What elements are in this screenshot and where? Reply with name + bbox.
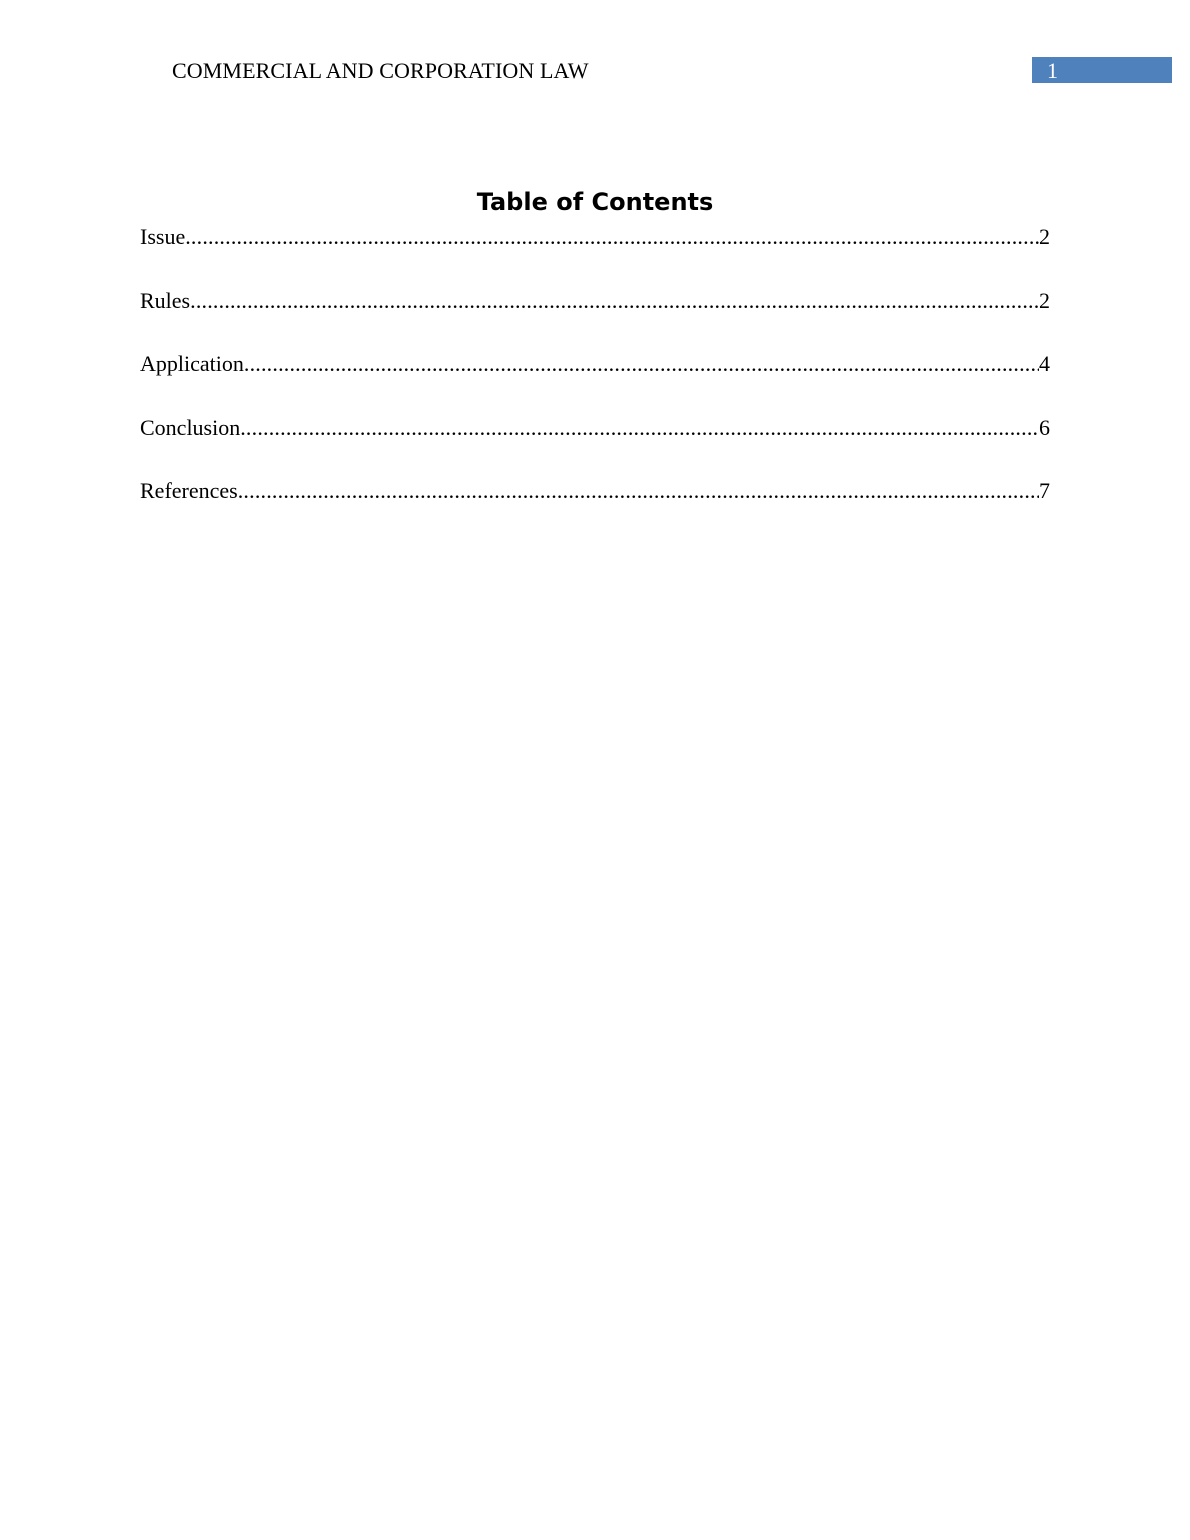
running-header-title: COMMERCIAL AND CORPORATION LAW <box>172 58 589 83</box>
toc-entry-conclusion[interactable] <box>140 414 1050 478</box>
toc-entry-rules[interactable] <box>140 287 1050 351</box>
toc-entry-references[interactable] <box>140 477 1050 541</box>
toc-entry-application[interactable] <box>140 350 1050 414</box>
toc-entry-label: Application <box>140 351 244 376</box>
toc-entry-label: References <box>140 478 238 503</box>
toc-dot-leader <box>190 287 1039 315</box>
table-of-contents <box>140 223 1050 541</box>
toc-entry-label: Rules <box>140 287 191 313</box>
toc-entry-label: Issue <box>140 224 186 249</box>
toc-title: Table of Contents <box>476 188 714 216</box>
toc-entry-issue[interactable] <box>140 223 1050 287</box>
toc-entry-page: 2 <box>1039 224 1050 249</box>
toc-entry-page: 6 <box>1039 414 1050 440</box>
toc-entry-page: 7 <box>1039 478 1050 503</box>
toc-dot-leader <box>185 223 1039 251</box>
toc-dot-leader <box>240 414 1039 442</box>
page-number-badge <box>1032 57 1172 83</box>
toc-entry-page: 4 <box>1039 351 1050 376</box>
page-number: 1 <box>1047 58 1058 83</box>
toc-entry-label: Conclusion <box>140 414 241 440</box>
toc-entry-page: 2 <box>1039 287 1050 313</box>
toc-dot-leader <box>244 350 1039 378</box>
toc-dot-leader <box>238 477 1039 505</box>
